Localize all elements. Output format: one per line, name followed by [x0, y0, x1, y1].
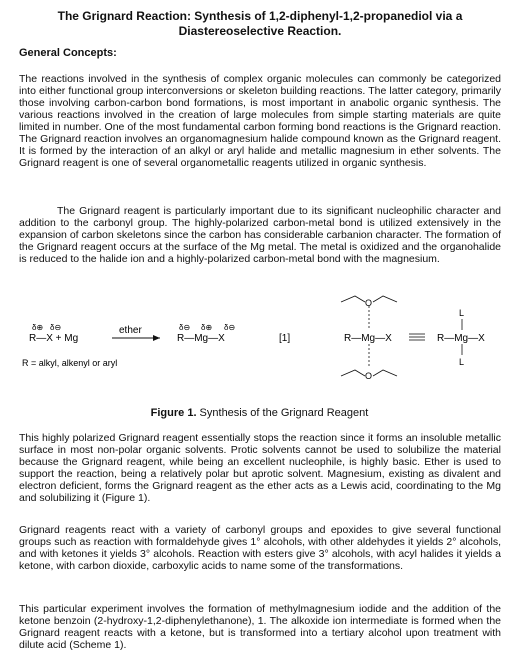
- paragraph-5: This particular experiment involves the formation of methylmagnesium iodide and the addition of the ketone benzoin (2-hydroxy-1,2-diphenylethanone), 1. The alkoxide ion intermediate is formed when the Grignard reagent reacts with a ketone, but is transformed into a tertiary alcohol upon treatment with dilute acid (Scheme 1).: [19, 603, 501, 651]
- ether-chain-top-left: [341, 296, 365, 302]
- ether-chain-bottom-right: [373, 370, 397, 376]
- figure-caption-text: Synthesis of the Grignard Reagent: [196, 407, 369, 419]
- delta-minus-label-3: δ⊖: [224, 323, 236, 332]
- section-heading: General Concepts:: [19, 47, 117, 59]
- paragraph-2: The Grignard reagent is particularly important due to its significant nucleophilic character and addition to the carbonyl group. The highly-polarized carbon-metal bond is utilized extensively in the expansion of carbon skeletons since the carbon has considerable carbanion character. The formation of the Grignard reagent occurs at the surface of the Mg metal. The metal is oxidized and the organohalide is reduced to the halide ion and a highly-polarized carbon-metal bond with the magnesium.: [19, 205, 501, 265]
- delta-minus-label: δ⊖: [50, 323, 62, 332]
- reactant-label: R—X + Mg: [29, 333, 79, 344]
- arrow-head: [153, 335, 160, 341]
- ether-oxygen-bottom: O: [365, 371, 373, 381]
- complex-right-label: R—Mg—X: [437, 333, 485, 344]
- grignard-scheme: [19, 292, 509, 392]
- paper-title: [30, 9, 490, 39]
- arrow-label: ether: [119, 325, 142, 336]
- figure-caption: [0, 407, 519, 419]
- title-line-2: Diastereoselective Reaction.: [178, 24, 342, 38]
- ether-chain-top-right: [373, 296, 397, 302]
- delta-plus-label-2: δ⊕: [201, 323, 213, 332]
- ether-oxygen-top: O: [365, 298, 373, 308]
- paragraph-4: Grignard reagents react with a variety of carbonyl groups and epoxides to give several functional groups such as reaction with formaldehyde gives 1° alcohols, with other aldehydes it yields 2° alcohols, and with ketones it yields 3° alcohols. Reaction with esters give 3° alcohols, with acyl halides it yields a ketone, with carbon dioxide, carboxylic acids to name some of the transformations.: [19, 524, 501, 572]
- ligand-bottom: L: [459, 357, 465, 367]
- paragraph-1: The reactions involved in the synthesis of complex organic molecules can commonly be categorized into either functional group interconversions or skeleton building reactions. The latter category, primarily those involving carbon-carbon bond formations, is most important in anabolic organic synthesis. The various reactions involved in the creation of large molecules from simple starting materials are quite limited in number. One of the most fundamental carbon forming bond reactions is the Grignard reaction. The Grignard reaction involves an organomagnesium halide compound known as the Grignard reagent. It is formed by the interaction of an alkyl or aryl halide and metallic magnesium in ether solvents. The Grignard reagent is one of several organometallic reagents utilized in organic synthesis.: [19, 73, 501, 169]
- ligand-top: L: [459, 308, 465, 318]
- equation-number: [1]: [279, 333, 291, 344]
- ether-chain-bottom-left: [341, 370, 365, 376]
- complex-left-label: R—Mg—X: [344, 333, 392, 344]
- figure-label: Figure 1.: [150, 407, 197, 419]
- product-label: R—Mg—X: [177, 333, 225, 344]
- scheme-footnote: R = alkyl, alkenyl or aryl: [22, 358, 118, 368]
- delta-plus-label: δ⊕: [32, 323, 44, 332]
- paragraph-3: This highly polarized Grignard reagent essentially stops the reaction since it forms an insoluble metallic surface in most non-polar organic solvents. Protic solvents cannot be used to solubilize the material because the Grignard reagent, while being an excellent nucleophile, is highly basic. Ether is used to support the reaction, being a relatively polar but aprotic solvent. Magnesium, existing as divalent and electron deficient, forms the Grignard reagent as the ether acts as a Lewis acid, coordinating to the Mg and solubilizing it (Figure 1).: [19, 432, 501, 504]
- delta-minus-label-2: δ⊖: [179, 323, 191, 332]
- title-line-1: The Grignard Reaction: Synthesis of 1,2-diphenyl-1,2-propanediol via a: [57, 9, 463, 23]
